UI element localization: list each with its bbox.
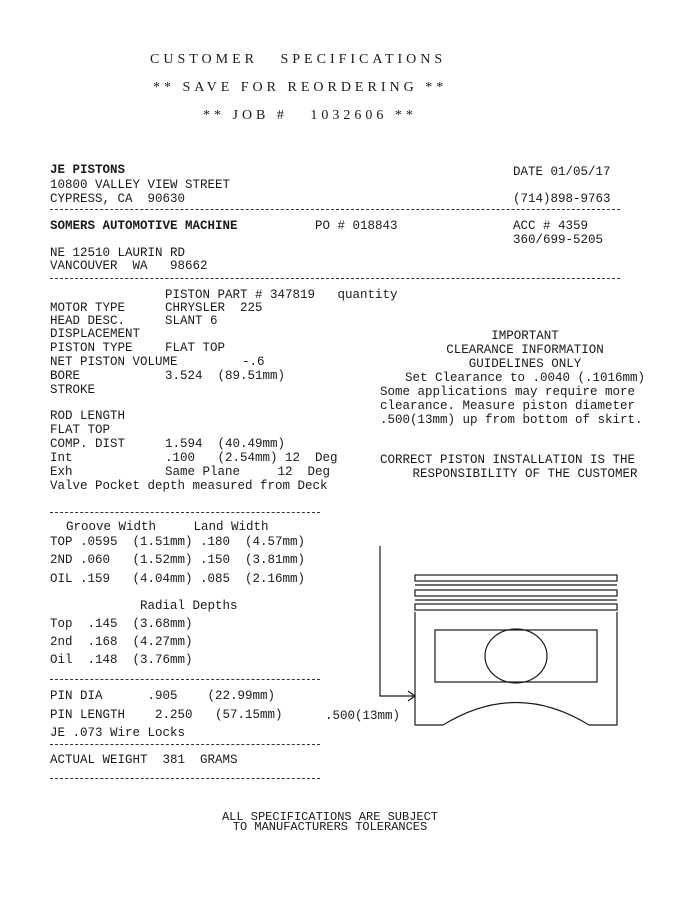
groove-row-2nd: 2ND .060 (1.52mm) .150 (3.81mm) xyxy=(50,553,306,567)
int-value: .100 (2.54mm) 12 Deg xyxy=(165,451,338,465)
flat-top-label: FLAT TOP xyxy=(50,423,111,437)
installation-note-1: CORRECT PISTON INSTALLATION IS THE xyxy=(380,453,636,467)
divider xyxy=(50,679,320,680)
footer-line-1: ALL SPECIFICATIONS ARE SUBJECT xyxy=(221,810,439,824)
ring-land-top xyxy=(415,575,617,581)
actual-weight: ACTUAL WEIGHT 381 GRAMS xyxy=(50,753,238,767)
divider xyxy=(50,209,620,210)
wrist-pin xyxy=(485,629,547,683)
motor-type-label: MOTOR TYPE xyxy=(50,301,126,315)
divider xyxy=(50,778,320,779)
footer-line-2: TO MANUFACTURERS TOLERANCES xyxy=(232,820,428,834)
exh-value: Same Plane 12 Deg xyxy=(165,465,331,479)
piston-diagram xyxy=(370,540,630,740)
customer-phone: 360/699-5205 xyxy=(513,233,604,247)
vendor-name: JE PISTONS xyxy=(50,163,126,177)
header-reorder: ** SAVE FOR REORDERING ** xyxy=(153,80,448,95)
header-title: CUSTOMER SPECIFICATIONS xyxy=(150,52,447,67)
head-desc-value: SLANT 6 xyxy=(165,314,218,328)
radial-row-oil: Oil .148 (3.76mm) xyxy=(50,653,193,667)
account-number: ACC # 4359 xyxy=(513,219,589,233)
rod-length-label: ROD LENGTH xyxy=(50,409,126,423)
stroke-label: STROKE xyxy=(50,383,96,397)
purchase-order: PO # 018843 xyxy=(315,219,398,233)
groove-row-oil: OIL .159 (4.04mm) .085 (2.16mm) xyxy=(50,572,306,586)
ring-land-oil xyxy=(415,604,617,610)
pin-length: PIN LENGTH 2.250 (57.15mm) xyxy=(50,708,283,722)
clearance-note-2: clearance. Measure piston diameter xyxy=(380,399,636,413)
divider xyxy=(50,278,620,279)
customer-name: SOMERS AUTOMOTIVE MACHINE xyxy=(50,219,238,233)
clearance-info: CLEARANCE INFORMATION xyxy=(446,343,604,357)
vendor-city: CYPRESS, CA 90630 xyxy=(50,192,186,206)
bore-value: 3.524 (89.51mm) xyxy=(165,369,286,383)
pin-boss xyxy=(435,630,597,682)
order-date: DATE 01/05/17 xyxy=(513,165,611,179)
installation-note-2: RESPONSIBILITY OF THE CUSTOMER xyxy=(412,467,638,481)
exh-label: Exh xyxy=(50,465,73,479)
int-label: Int xyxy=(50,451,73,465)
set-clearance: Set Clearance to .0040 (.1016mm) xyxy=(404,371,646,385)
divider xyxy=(50,744,320,745)
valve-pocket-note: Valve Pocket depth measured from Deck xyxy=(50,479,328,493)
divider xyxy=(50,512,320,513)
comp-dist-value: 1.594 (40.49mm) xyxy=(165,437,286,451)
net-volume-value: -.6 xyxy=(242,355,265,369)
piston-type-label: PISTON TYPE xyxy=(50,341,133,355)
important-title: IMPORTANT xyxy=(491,329,559,343)
radial-depths-header: Radial Depths xyxy=(140,599,238,613)
header-job: ** JOB # 1032606 ** xyxy=(203,108,417,123)
wire-locks: JE .073 Wire Locks xyxy=(50,726,186,740)
clearance-note-3: .500(13mm) up from bottom of skirt. xyxy=(380,413,643,427)
piston-part: PISTON PART # 347819 quantity xyxy=(165,288,398,302)
skirt-leader-line xyxy=(380,546,414,696)
pin-dia: PIN DIA .905 (22.99mm) xyxy=(50,689,276,703)
displacement-label: DISPLACEMENT xyxy=(50,327,141,341)
vendor-phone: (714)898-9763 xyxy=(513,192,611,206)
ring-land-2nd xyxy=(415,590,617,596)
customer-street: NE 12510 LAURIN RD xyxy=(50,246,186,260)
groove-row-top: TOP .0595 (1.51mm) .180 (4.57mm) xyxy=(50,535,306,549)
net-volume-label: NET PISTON VOLUME xyxy=(50,355,178,369)
motor-type-value: CHRYSLER 225 xyxy=(165,301,263,315)
vendor-street: 10800 VALLEY VIEW STREET xyxy=(50,178,231,192)
radial-row-2nd: 2nd .168 (4.27mm) xyxy=(50,635,193,649)
radial-row-top: Top .145 (3.68mm) xyxy=(50,617,193,631)
skirt-measure-label: .500(13mm) xyxy=(325,709,401,723)
clearance-note-1: Some applications may require more xyxy=(380,385,636,399)
guidelines-only: GUIDELINES ONLY xyxy=(468,357,582,371)
groove-land-header: Groove Width Land Width xyxy=(66,520,269,534)
comp-dist-label: COMP. DIST xyxy=(50,437,126,451)
bore-label: BORE xyxy=(50,369,81,383)
head-desc-label: HEAD DESC. xyxy=(50,314,126,328)
customer-city: VANCOUVER WA 98662 xyxy=(50,259,208,273)
piston-type-value: FLAT TOP xyxy=(165,341,226,355)
